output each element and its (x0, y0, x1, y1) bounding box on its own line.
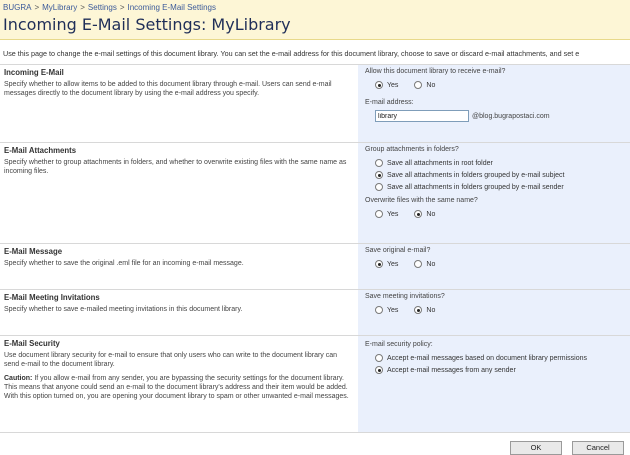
save-meetings-no-option[interactable] (414, 304, 435, 316)
save-meetings-yes-option[interactable] (375, 304, 398, 316)
title-bar (0, 0, 630, 40)
breadcrumb-site[interactable]: BUGRA (3, 3, 32, 12)
section-email-security (0, 335, 630, 432)
radio-selected-icon[interactable] (375, 81, 383, 89)
allow-email-yes-option[interactable] (375, 79, 398, 91)
option-label: Save all attachments in folders grouped by e-mail subject (387, 171, 565, 179)
security-library-permissions-option[interactable] (375, 352, 630, 364)
save-original-no-option[interactable] (414, 258, 435, 270)
radio-unselected-icon[interactable] (375, 210, 383, 218)
radio-unselected-icon[interactable] (375, 183, 383, 191)
section-title: E-Mail Meeting Invitations (4, 293, 100, 302)
caution-note (4, 374, 354, 401)
email-address-input[interactable] (375, 110, 469, 122)
option-label: Accept e-mail messages from any sender (387, 366, 516, 374)
option-label: No (426, 210, 436, 218)
section-description: Use document library security for e-mail to ensure that only users who can write to the document library can send e-mail to the document library. (4, 352, 338, 368)
radio-selected-icon[interactable] (375, 171, 383, 179)
caution-label: Caution: (4, 375, 33, 382)
section-title: E-Mail Attachments (4, 146, 77, 155)
option-label: Yes (387, 260, 399, 268)
section-email-message (0, 243, 630, 289)
attachments-by-subject-option[interactable] (375, 169, 630, 181)
section-description: Specify whether to save e-mailed meeting invitations in this document library. (4, 306, 243, 313)
breadcrumb: BUGRA > MyLibrary > Settings > Incoming E-Mail Settings (3, 3, 216, 12)
option-label: Save all attachments in root folder (387, 159, 493, 167)
section-description: Specify whether to save the original .eml file for an incoming e-mail message. (4, 260, 244, 267)
section-description: Specify whether to group attachments in folders, and whether to overwrite existing files with the same name as incoming files. (4, 159, 347, 175)
option-label: No (426, 260, 436, 268)
security-policy-question: E-mail security policy: (365, 341, 433, 348)
option-label: Yes (387, 81, 399, 89)
radio-unselected-icon[interactable] (375, 306, 383, 314)
overwrite-no-option[interactable] (414, 208, 435, 220)
option-label: Accept e-mail messages based on document library permissions (387, 354, 587, 362)
page-title: Incoming E-Mail Settings: MyLibrary (3, 15, 291, 34)
radio-selected-icon[interactable] (375, 260, 383, 268)
option-label: Save all attachments in folders grouped by e-mail sender (387, 183, 564, 191)
radio-unselected-icon[interactable] (375, 354, 383, 362)
section-email-attachments (0, 142, 630, 243)
option-label: No (426, 81, 436, 89)
allow-email-no-option[interactable] (414, 79, 435, 91)
option-label: No (426, 306, 436, 314)
breadcrumb-settings[interactable]: Settings (87, 3, 117, 12)
section-title: Incoming E-Mail (4, 68, 64, 77)
section-description: Specify whether to allow items to be added to this document library through e-mail. Users can send e-mail messages directly to the document library by using the e-mail address you specify. (4, 81, 332, 97)
section-title: E-Mail Message (4, 247, 63, 256)
overwrite-yes-option[interactable] (375, 208, 398, 220)
radio-unselected-icon[interactable] (375, 159, 383, 167)
breadcrumb-current: Incoming E-Mail Settings (127, 3, 216, 12)
attachments-root-folder-option[interactable] (375, 157, 630, 169)
section-title: E-Mail Security (4, 339, 60, 348)
allow-email-question: Allow this document library to receive e-mail? (365, 68, 506, 75)
breadcrumb-library[interactable]: MyLibrary (42, 3, 78, 12)
attachments-by-sender-option[interactable] (375, 181, 630, 193)
radio-selected-icon[interactable] (414, 210, 422, 218)
group-attachments-question: Group attachments in folders? (365, 146, 459, 153)
email-domain-suffix: @blog.bugrapostaci.com (472, 112, 550, 120)
save-original-question: Save original e-mail? (365, 247, 431, 254)
section-meeting-invitations (0, 289, 630, 335)
cancel-button[interactable]: Cancel (572, 441, 624, 455)
save-original-yes-option[interactable] (375, 258, 398, 270)
option-label: Yes (387, 210, 399, 218)
radio-unselected-icon[interactable] (414, 81, 422, 89)
security-any-sender-option[interactable] (375, 364, 630, 376)
caution-text: If you allow e-mail from any sender, you are bypassing the security settings for the document library. This means that anyone could send an e-mail to the document library's address and their item would be added. With this option turned on, you are opening your document library to spam or other unwanted e-mail messages. (4, 375, 349, 400)
radio-selected-icon[interactable] (375, 366, 383, 374)
radio-selected-icon[interactable] (414, 306, 422, 314)
radio-unselected-icon[interactable] (414, 260, 422, 268)
page-description: Use this page to change the e-mail settings of this document library. You can set the e-mail address for this document library, choose to save or discard e-mail attachments, and set e (3, 49, 580, 58)
option-label: Yes (387, 306, 399, 314)
divider (0, 432, 630, 433)
save-meetings-question: Save meeting invitations? (365, 293, 445, 300)
email-address-label: E-mail address: (365, 99, 414, 106)
section-incoming-email (0, 64, 630, 142)
ok-button[interactable]: OK (510, 441, 562, 455)
overwrite-files-question: Overwrite files with the same name? (365, 197, 478, 204)
